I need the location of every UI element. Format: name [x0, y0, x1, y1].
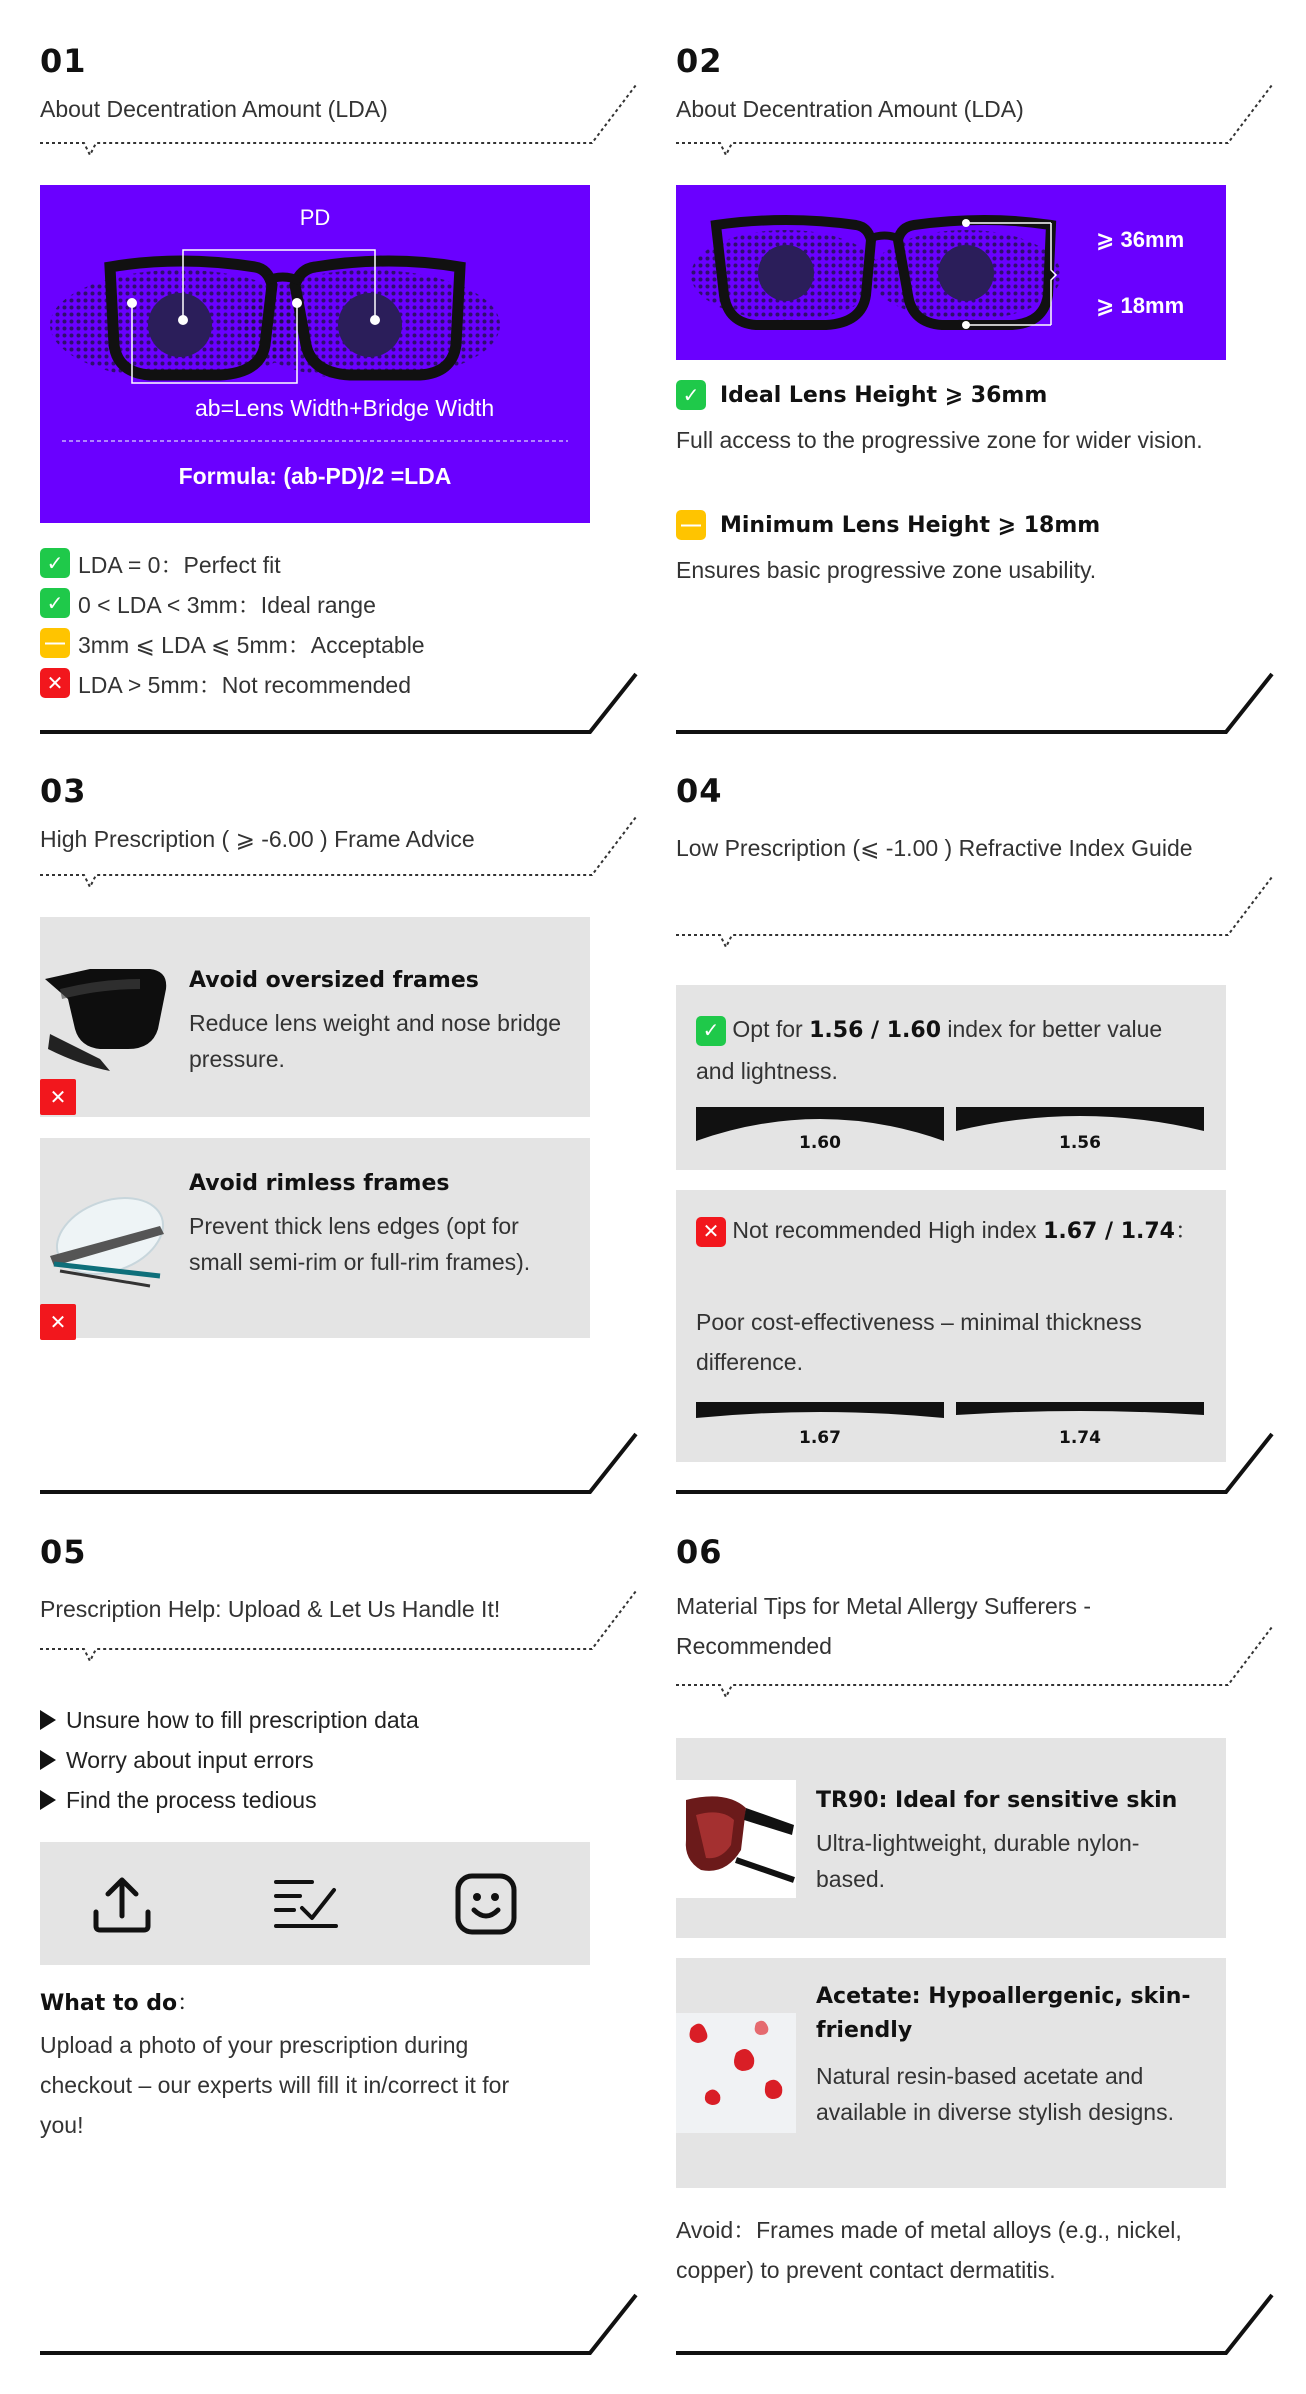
process-icons-bar — [40, 1842, 590, 1965]
lens-profile — [956, 1402, 1204, 1448]
check-icon: ✓ — [40, 548, 70, 578]
section-title: Low Prescription (⩽ -1.00 ) Refractive Index Guide — [676, 835, 1193, 861]
lda-row-text: 3mm ⩽ LDA ⩽ 5mm：Acceptable — [78, 631, 425, 658]
check-icon: ✓ — [696, 1016, 726, 1046]
card-desc: Natural resin-based acetate and available in diverse stylish designs. — [816, 2063, 1174, 2125]
lda-diagram — [40, 185, 590, 523]
card-title: Acetate: Hypoallergenic, skin-friendly — [816, 1984, 1191, 2043]
lda-row-text: LDA = 0：Perfect fit — [78, 551, 281, 578]
play-arrow-icon — [40, 1710, 56, 1730]
cross-icon: ✕ — [40, 1079, 76, 1115]
index-not-recommend-text — [696, 1210, 1206, 1252]
card-title: Avoid rimless frames — [189, 1171, 450, 1196]
card-title: TR90: Ideal for sensitive skin — [816, 1788, 1178, 1813]
what-to-do-heading — [40, 1986, 199, 2017]
cross-icon-wrap — [40, 1304, 76, 1340]
minus-icon: — — [40, 628, 70, 658]
min-height-desc: Ensures basic progressive zone usability. — [676, 557, 1097, 583]
section-number: 06 — [676, 1533, 723, 1571]
ideal-height-heading — [676, 380, 1047, 410]
section-title: About Decentration Amount (LDA) — [40, 96, 388, 122]
check-icon: ✓ — [40, 588, 70, 618]
material-card — [676, 1958, 1226, 2188]
list-item-text: Worry about input errors — [66, 1746, 314, 1773]
pd-label: PD — [299, 205, 331, 230]
lens-label: 1.56 — [1059, 1133, 1101, 1153]
glasses-height-illustration — [676, 185, 1226, 360]
checklist-icon — [272, 1872, 342, 1936]
section-divider — [40, 1432, 640, 1496]
check-icon: ✓ — [676, 380, 706, 410]
card-desc: Ultra-lightweight, durable nylon-based. — [816, 1830, 1140, 1892]
lens-label: 1.67 — [799, 1428, 841, 1448]
play-arrow-icon — [40, 1750, 56, 1770]
list-item-text: Find the process tedious — [66, 1786, 317, 1813]
lda-row-text: 0 < LDA < 3mm：Ideal range — [78, 591, 376, 618]
min-height-title: Minimum Lens Height ⩾ 18mm — [720, 512, 1101, 538]
tr90-frame-image — [676, 1780, 796, 1898]
title-divider — [676, 1622, 1276, 1712]
section-title: About Decentration Amount (LDA) — [676, 96, 1024, 122]
lens-label: 1.74 — [1059, 1428, 1101, 1448]
sunglasses-image — [40, 949, 170, 1099]
lens-profile — [696, 1402, 944, 1448]
text-part: ： — [1174, 1217, 1198, 1243]
formula-label: Formula: (ab-PD)/2 =LDA — [178, 463, 452, 489]
minus-icon: — — [676, 510, 706, 540]
lda-row — [40, 583, 425, 623]
title-divider — [40, 812, 640, 902]
card-desc: Prevent thick lens edges (opt for small semi-rim or full-rim frames). — [189, 1213, 531, 1275]
min-height-heading — [676, 510, 1100, 540]
upload-icon — [90, 1872, 154, 1936]
section-number: 04 — [676, 772, 723, 810]
what-to-do-title: What to do — [40, 1991, 178, 2016]
section-divider — [676, 2293, 1276, 2357]
section-title: Prescription Help: Upload & Let Us Handle It! — [40, 1596, 501, 1622]
index-not-recommend-desc: Poor cost-effectiveness – minimal thickness difference. — [696, 1309, 1142, 1375]
cross-icon: ✕ — [40, 1304, 76, 1340]
lda-row-text: LDA > 5mm：Not recommended — [78, 671, 411, 698]
lda-row — [40, 543, 425, 583]
avoid-note: Avoid：Frames made of metal alloys (e.g., nickel, copper) to prevent contact dermatitis. — [676, 2217, 1182, 2283]
section-divider — [676, 1432, 1276, 1496]
title-divider — [676, 80, 1276, 170]
list-item — [40, 1780, 419, 1820]
title-divider — [40, 80, 640, 170]
section-number: 05 — [40, 1533, 87, 1571]
title-divider — [40, 1586, 640, 1676]
height-36-label: ⩾ 36mm — [1096, 227, 1185, 252]
lens-label: 1.60 — [799, 1133, 841, 1153]
lens-height-diagram — [676, 185, 1226, 360]
material-card — [676, 1738, 1226, 1938]
height-18-label: ⩾ 18mm — [1096, 293, 1185, 318]
cross-icon: ✕ — [40, 668, 70, 698]
acetate-sheets-image — [676, 2013, 796, 2133]
card-title: Avoid oversized frames — [189, 968, 479, 993]
section-divider — [40, 2293, 640, 2357]
text-bold: 1.67 / 1.74 — [1043, 1219, 1175, 1244]
play-arrow-icon — [40, 1790, 56, 1810]
card-desc: Reduce lens weight and nose bridge pressure. — [189, 1010, 562, 1072]
index-recommend-text — [696, 1009, 1196, 1091]
section-number: 03 — [40, 772, 87, 810]
index-recommend-card — [676, 985, 1226, 1170]
list-item — [40, 1700, 419, 1740]
text-part: Opt for — [732, 1016, 810, 1042]
section-divider — [676, 672, 1276, 736]
frame-advice-card — [40, 917, 590, 1117]
section-number: 02 — [676, 42, 723, 80]
concern-list — [40, 1700, 419, 1820]
lda-row — [40, 623, 425, 663]
section-divider — [40, 672, 640, 736]
cross-icon: ✕ — [696, 1217, 726, 1247]
text-part: index for better value and lightness. — [696, 1016, 1163, 1084]
list-item — [40, 1740, 419, 1780]
what-to-do-colon: ： — [177, 1990, 200, 2015]
ideal-height-title: Ideal Lens Height ⩾ 36mm — [720, 382, 1048, 408]
ab-label: ab=Lens Width+Bridge Width — [195, 395, 495, 421]
section-title: Material Tips for Metal Allergy Sufferers - Recommended — [676, 1593, 1091, 1659]
lens-profile — [956, 1107, 1204, 1153]
section-title: High Prescription ( ⩾ -6.00 ) Frame Advice — [40, 826, 475, 852]
text-part: Not recommended High index — [732, 1217, 1044, 1243]
lens-profile — [696, 1107, 944, 1153]
ideal-height-desc: Full access to the progressive zone for wider vision. — [676, 427, 1203, 453]
frame-advice-card — [40, 1138, 590, 1338]
cross-icon-wrap — [40, 1079, 76, 1115]
index-not-recommend-card — [676, 1190, 1226, 1462]
text-bold: 1.56 / 1.60 — [809, 1018, 942, 1043]
list-item-text: Unsure how to fill prescription data — [66, 1706, 419, 1733]
smiley-icon — [454, 1872, 518, 1936]
what-to-do-desc: Upload a photo of your prescription during checkout – our experts will fill it in/correct it for you! — [40, 2032, 510, 2138]
section-number: 01 — [40, 42, 87, 80]
title-divider — [676, 872, 1276, 962]
